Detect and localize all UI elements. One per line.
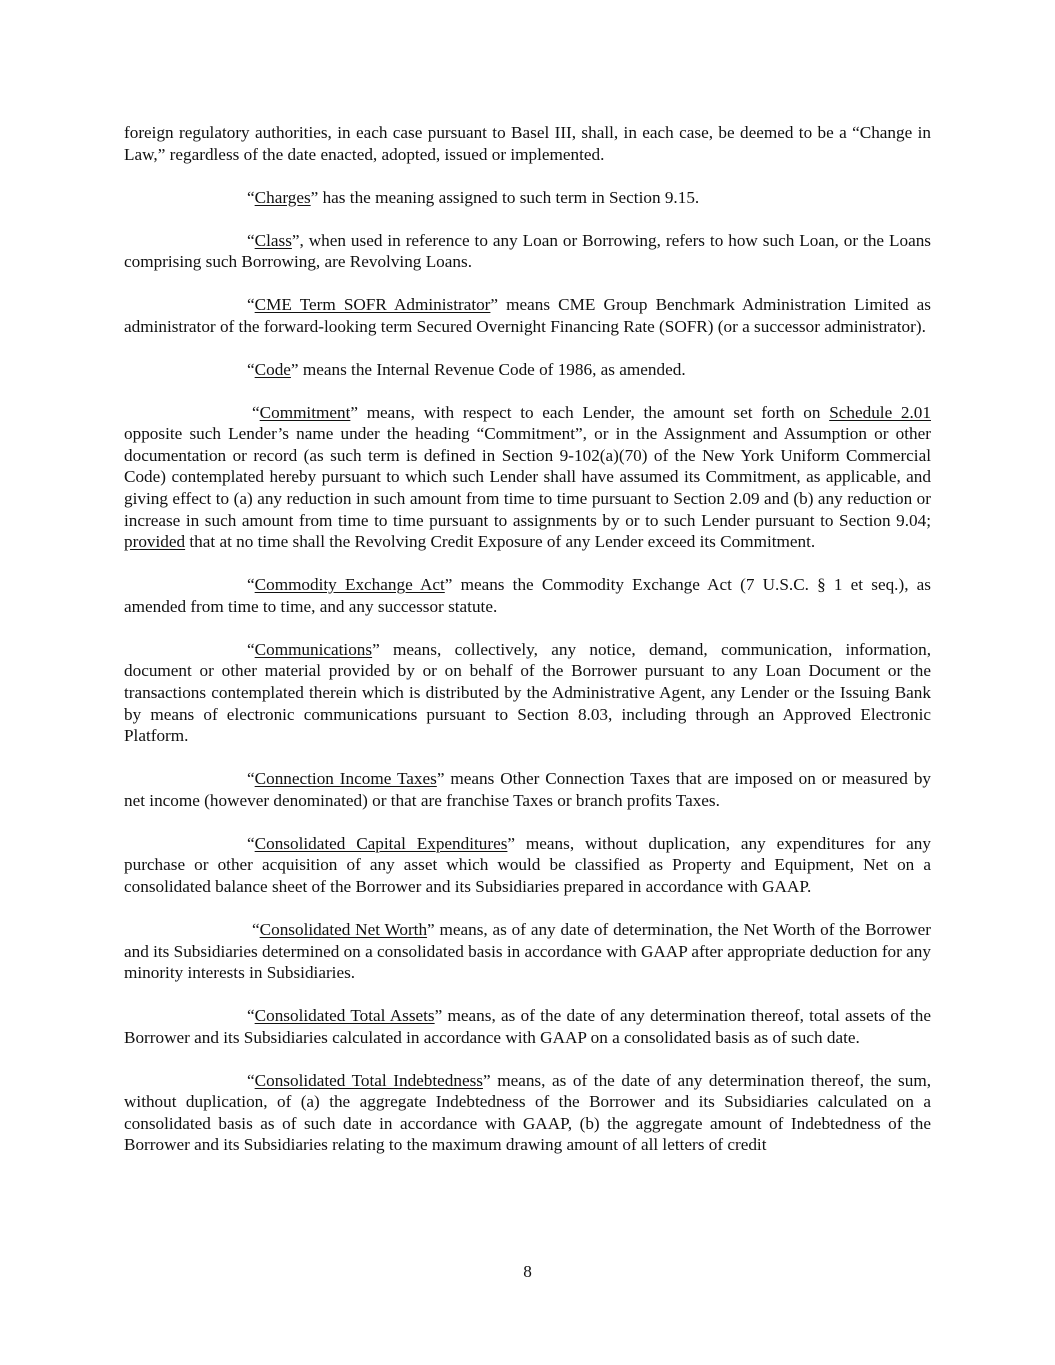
definition-consolidated-capital-expenditures <box>124 833 931 898</box>
definition-text: ”, when used in reference to any Loan or Borrowing, refers to how such Loan, or the Loans comprising such Borrowing, are Revolving Loans. <box>124 230 931 272</box>
paragraph-basel-continuation <box>124 122 931 165</box>
open-quote: “ <box>247 1070 255 1090</box>
definition-text: ” means, with respect to each Lender, the amount set forth on <box>350 402 830 422</box>
open-quote: “ <box>247 359 255 379</box>
definition-text: opposite such Lender’s name under the heading “Commitment”, or in the Assignment and Assumption or other documentation or record (as such term is defined in Section 9-102(a)(70) of the New York Uniform Commercial Code) contemplated hereby pursuant to which such Lender shall have assumed its Commitment, as applicable, and giving effect to (a) any reduction in such amount from time to time pursuant to Section 2.09 and (b) any reduction or increase in such amount from time to time pursuant to assignments by or to such Lender pursuant to Section 9.04; <box>124 424 931 530</box>
defined-term: CME Term SOFR Administrator <box>254 295 491 315</box>
defined-term: Class <box>254 230 292 250</box>
definition-text: ” means, as of any date of determination, the Net Worth of the Borrower and its Subsidiaries determined on a consolidated basis in accordance with GAAP after appropriate deduction for any minority interests in Subsidiaries. <box>124 919 931 983</box>
definition-charges <box>124 187 931 209</box>
definition-commitment <box>124 402 931 553</box>
defined-term: Consolidated Total Indebtedness <box>254 1070 483 1090</box>
open-quote: “ <box>247 575 255 595</box>
defined-term: Commitment <box>259 402 351 422</box>
defined-term: Connection Income Taxes <box>254 769 437 789</box>
schedule-reference: Schedule 2.01 <box>829 402 931 422</box>
defined-term: Communications <box>254 639 373 659</box>
page-number: 8 <box>523 1262 532 1281</box>
open-quote: “ <box>247 1006 255 1026</box>
proviso-term: provided <box>124 532 186 552</box>
definition-class <box>124 230 931 273</box>
open-quote: “ <box>247 833 255 853</box>
defined-term: Consolidated Capital Expenditures <box>254 833 508 853</box>
open-quote: “ <box>247 187 255 207</box>
open-quote: “ <box>247 230 255 250</box>
definition-text: ” means the Internal Revenue Code of 1986, as amended. <box>290 359 686 379</box>
defined-term: Commodity Exchange Act <box>254 575 445 595</box>
definition-consolidated-total-assets <box>124 1005 931 1048</box>
open-quote: “ <box>247 295 255 315</box>
definition-communications <box>124 639 931 747</box>
definition-text: ” means Other Connection Taxes that are imposed on or measured by net income (however denominated) or that are franchise Taxes or branch profits Taxes. <box>124 769 932 810</box>
definition-text: ” means CME Group Benchmark Administration Limited as administrator of the forward-looking term Secured Overnight Financing Rate (SOFR) (or a successor administrator). <box>124 295 932 336</box>
definition-commodity-exchange-act <box>124 574 931 617</box>
open-quote: “ <box>247 639 255 659</box>
document-page <box>124 122 931 1177</box>
definition-consolidated-total-indebtedness <box>124 1070 931 1156</box>
definition-text: ” means, without duplication, any expenditures for any purchase or other acquisition of any asset which would be classified as Property and Equipment, Net on a consolidated balance sheet of the Borrower and its Subsidiaries prepared in accordance with GAAP. <box>124 833 931 896</box>
definition-cme-term-sofr-administrator <box>124 294 931 337</box>
paragraph-text: foreign regulatory authorities, in each case pursuant to Basel III, shall, in each case, be deemed to be a “Change in Law,” regardless of the date enacted, adopted, issued or implemented. <box>124 123 931 164</box>
definition-text: ” means the Commodity Exchange Act (7 U.S.C. § 1 et seq.), as amended from time to time, and any successor statute. <box>124 575 931 616</box>
defined-term: Consolidated Total Assets <box>254 1006 435 1026</box>
open-quote: “ <box>247 769 255 789</box>
defined-term: Code <box>254 359 291 379</box>
definition-text: ” means, as of the date of any determination thereof, total assets of the Borrower and its Subsidiaries calculated in accordance with GAAP on a consolidated basis as of such date. <box>124 1006 931 1047</box>
definition-text: ” means, collectively, any notice, demand, communication, information, document or other material provided by or on behalf of the Borrower pursuant to any Loan Document or the transactions contemplated therein which is distributed by the Administrative Agent, any Lender or the Issuing Bank by means of electronic communications pursuant to Section 8.03, including through an Approved Electronic Platform. <box>124 639 931 746</box>
open-quote: “ <box>252 402 260 422</box>
definition-consolidated-net-worth <box>124 919 931 984</box>
definition-text: ” has the meaning assigned to such term in Section 9.15. <box>310 187 700 207</box>
definition-text: ” means, as of the date of any determination thereof, the sum, without duplication, of (a) the aggregate Indebtedness of the Borrower and its Subsidiaries calculated on a consolidated basis as of such date in accordance with GAAP, (b) the aggregate amount of Indebtedness of the Borrower and its Subsidiaries relating to the maximum drawing amount of all letters of credit <box>124 1070 931 1155</box>
definition-connection-income-taxes <box>124 768 931 811</box>
defined-term: Charges <box>254 187 311 207</box>
definition-text: that at no time shall the Revolving Credit Exposure of any Lender exceed its Commitment. <box>185 532 816 552</box>
open-quote: “ <box>252 919 260 939</box>
defined-term: Consolidated Net Worth <box>259 919 428 939</box>
definition-code <box>124 359 931 381</box>
